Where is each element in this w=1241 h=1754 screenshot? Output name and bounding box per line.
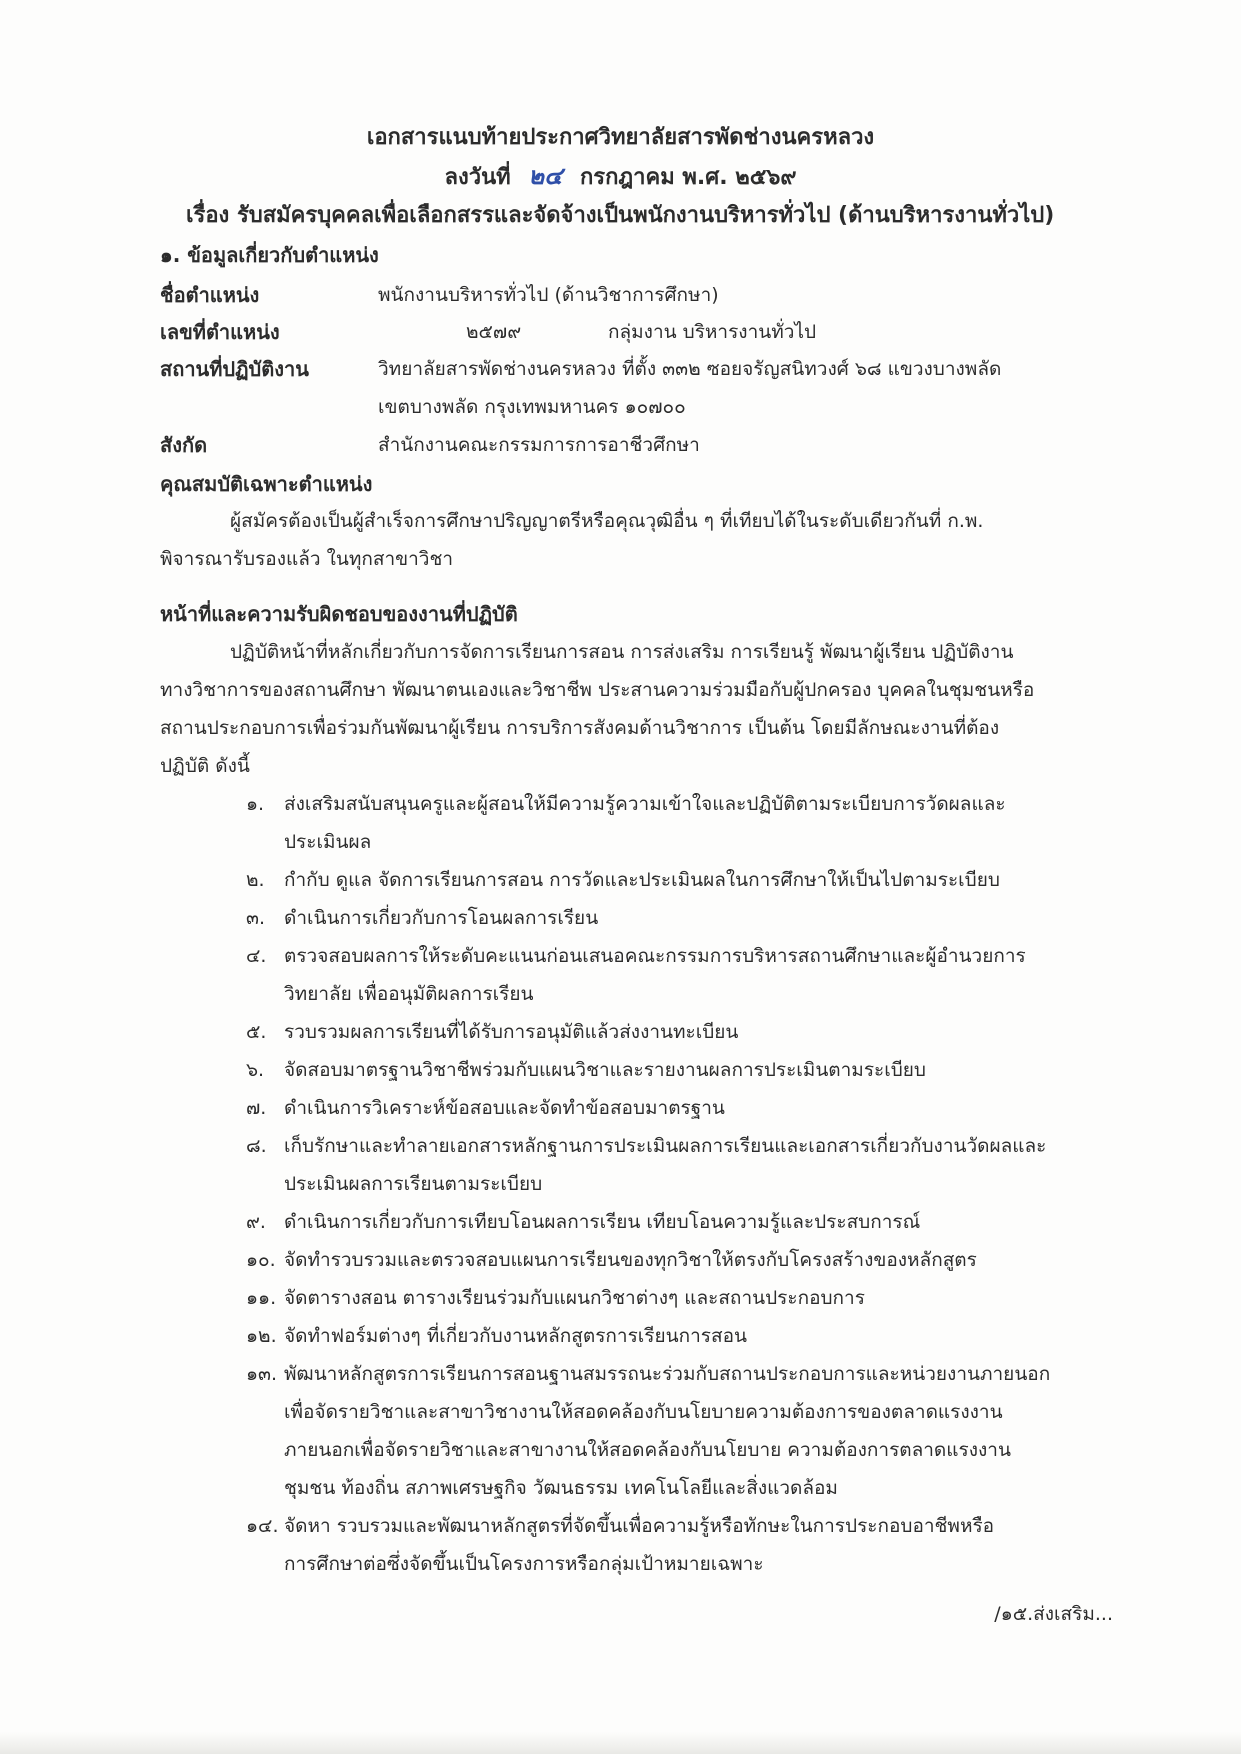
- position-label: ชื่อตำแหน่ง: [160, 283, 260, 307]
- duties-intro-line-1: ปฏิบัติหน้าที่หลักเกี่ยวกับการจัดการเรียนการสอน การส่งเสริม การเรียนรู้ พัฒนาผู้เรียน ปฏิบัติงาน: [230, 641, 1014, 663]
- list-item-line: จัดหา รวบรวมและพัฒนาหลักสูตรที่จัดขึ้นเพื่อความรู้หรือทักษะในการประกอบอาชีพหรือ: [284, 1515, 995, 1537]
- list-item-line: พัฒนาหลักสูตรการเรียนการสอนฐานสมรรถนะร่วมกับสถานประกอบการและหน่วยงานภายนอก: [284, 1363, 1051, 1385]
- page-continuation: /๑๕.ส่งเสริม...: [994, 1603, 1113, 1625]
- affiliation-label: สังกัด: [160, 433, 208, 457]
- list-item-line: จัดทำฟอร์มต่างๆ ที่เกี่ยวกับงานหลักสูตรการเรียนการสอน: [284, 1325, 747, 1347]
- duties-intro-line-2: ทางวิชาการของสถานศึกษา พัฒนาตนเองและวิชาชีพ ประสานความร่วมมือกับผู้ปกครอง บุคคลในชุมชนหรือ: [160, 679, 1035, 701]
- list-item-line: ตรวจสอบผลการให้ระดับคะแนนก่อนเสนอคณะกรรมการบริหารสถานศึกษาและผู้อำนวยการ: [284, 945, 1026, 967]
- list-item-line: เพื่อจัดรายวิชาและสาขาวิชางานให้สอดคล้องกับนโยบายความต้องการของตลาดแรงงาน: [284, 1401, 1003, 1423]
- list-item-line: กำกับ ดูแล จัดการเรียนการสอน การวัดและประเมินผลในการศึกษาให้เป็นไปตามระเบียบ: [284, 869, 1000, 891]
- qualifications-line-1: ผู้สมัครต้องเป็นผู้สำเร็จการศึกษาปริญญาตรีหรือคุณวุฒิอื่น ๆ ที่เทียบได้ในระดับเดียวกันที่ ก.พ.: [230, 510, 984, 532]
- list-item-number: ๖.: [246, 1059, 265, 1081]
- document-subject: เรื่อง รับสมัครบุคคลเพื่อเลือกสรรและจัดจ้างเป็นพนักงานบริหารทั่วไป (ด้านบริหารงานทั่วไป): [186, 203, 1055, 228]
- position-number-label: เลขที่ตำแหน่ง: [160, 320, 280, 344]
- list-item-line: ชุมชน ท้องถิ่น สภาพเศรษฐกิจ วัฒนธรรม เทคโนโลยีและสิ่งแวดล้อม: [284, 1477, 838, 1499]
- list-item-line: จัดทำรวบรวมและตรวจสอบแผนการเรียนของทุกวิชาให้ตรงกับโครงสร้างของหลักสูตร: [284, 1249, 977, 1271]
- list-item-line: ส่งเสริมสนับสนุนครูและผู้สอนให้มีความรู้ความเข้าใจและปฏิบัติตามระเบียบการวัดผลและ: [284, 793, 1006, 815]
- qualifications-heading: คุณสมบัติเฉพาะตำแหน่ง: [160, 472, 373, 496]
- list-item-number: ๑๑.: [246, 1287, 277, 1309]
- list-item-number: ๔.: [246, 945, 267, 967]
- list-item-number: ๑๐.: [246, 1249, 276, 1271]
- document-date: [0, 162, 1241, 192]
- list-item-number: ๕.: [246, 1021, 267, 1043]
- list-item-line: จัดตารางสอน ตารางเรียนร่วมกับแผนกวิชาต่างๆ และสถานประกอบการ: [284, 1287, 865, 1309]
- list-item-line: ภายนอกเพื่อจัดรายวิชาและสาขางานให้สอดคล้องกับนโยบาย ความต้องการตลาดแรงงาน: [284, 1439, 1011, 1461]
- list-item-line: เก็บรักษาและทำลายเอกสารหลักฐานการประเมินผลการเรียนและเอกสารเกี่ยวกับงานวัดผลและ: [284, 1135, 1047, 1157]
- list-item-number: ๑.: [246, 793, 265, 815]
- workplace-line-1: วิทยาลัยสารพัดช่างนครหลวง ที่ตั้ง ๓๓๒ ซอยจรัญสนิทวงศ์ ๖๘ แขวงบางพลัด: [378, 358, 1002, 380]
- scan-bottom-edge: [0, 1732, 1241, 1754]
- document-title: เอกสารแนบท้ายประกาศวิทยาลัยสารพัดช่างนครหลวง: [366, 125, 875, 150]
- list-item-number: ๓.: [246, 907, 266, 929]
- list-item-line: ประเมินผล: [284, 831, 372, 853]
- list-item-line: ดำเนินการวิเคราะห์ข้อสอบและจัดทำข้อสอบมาตรฐาน: [284, 1097, 725, 1119]
- list-item-line: การศึกษาต่อซึ่งจัดขึ้นเป็นโครงการหรือกลุ่มเป้าหมายเฉพาะ: [284, 1553, 764, 1575]
- list-item-number: ๑๔.: [246, 1515, 279, 1537]
- list-item-number: ๘.: [246, 1135, 267, 1157]
- duties-heading: หน้าที่และความรับผิดชอบของงานที่ปฏิบัติ: [160, 602, 518, 626]
- list-item-line: ดำเนินการเกี่ยวกับการเทียบโอนผลการเรียน เทียบโอนความรู้และประสบการณ์: [284, 1211, 921, 1233]
- date-prefix: ลงวันที่: [444, 165, 511, 190]
- qualifications-line-2: พิจารณารับรองแล้ว ในทุกสาขาวิชา: [160, 548, 454, 570]
- position-number-value: ๒๕๗๙: [466, 321, 522, 343]
- list-item-number: ๑๓.: [246, 1363, 278, 1385]
- list-item-line: วิทยาลัย เพื่ออนุมัติผลการเรียน: [284, 983, 534, 1005]
- list-item-line: จัดสอบมาตรฐานวิชาชีพร่วมกับแผนวิชาและรายงานผลการประเมินตามระเบียบ: [284, 1059, 926, 1081]
- workplace-label: สถานที่ปฏิบัติงาน: [160, 357, 309, 381]
- position-value: พนักงานบริหารทั่วไป (ด้านวิชาการศึกษา): [378, 284, 719, 306]
- duties-intro-line-4: ปฏิบัติ ดังนี้: [160, 755, 250, 777]
- section-heading: ๑. ข้อมูลเกี่ยวกับตำแหน่ง: [160, 243, 379, 267]
- list-item-number: ๗.: [246, 1097, 267, 1119]
- workplace-line-2: เขตบางพลัด กรุงเทพมหานคร ๑๐๗๐๐: [378, 396, 686, 418]
- list-item-line: ประเมินผลการเรียนตามระเบียบ: [284, 1173, 543, 1195]
- list-item-number: ๑๒.: [246, 1325, 277, 1347]
- duties-intro-line-3: สถานประกอบการเพื่อร่วมกันพัฒนาผู้เรียน การบริการสังคมด้านวิชาการ เป็นต้น โดยมีลักษณะงานที่ต้อง: [160, 717, 1000, 739]
- date-day-handwritten: ๒๔: [528, 161, 563, 190]
- list-item-line: รวบรวมผลการเรียนที่ได้รับการอนุมัติแล้วส่งงานทะเบียน: [284, 1021, 739, 1043]
- list-item-number: ๙.: [246, 1211, 266, 1233]
- affiliation-value: สำนักงานคณะกรรมการการอาชีวศึกษา: [378, 434, 700, 456]
- date-rest: กรกฎาคม พ.ศ. ๒๕๖๙: [579, 165, 797, 190]
- work-group-value: กลุ่มงาน บริหารงานทั่วไป: [608, 321, 817, 343]
- list-item-number: ๒.: [246, 869, 265, 891]
- list-item-line: ดำเนินการเกี่ยวกับการโอนผลการเรียน: [284, 907, 599, 929]
